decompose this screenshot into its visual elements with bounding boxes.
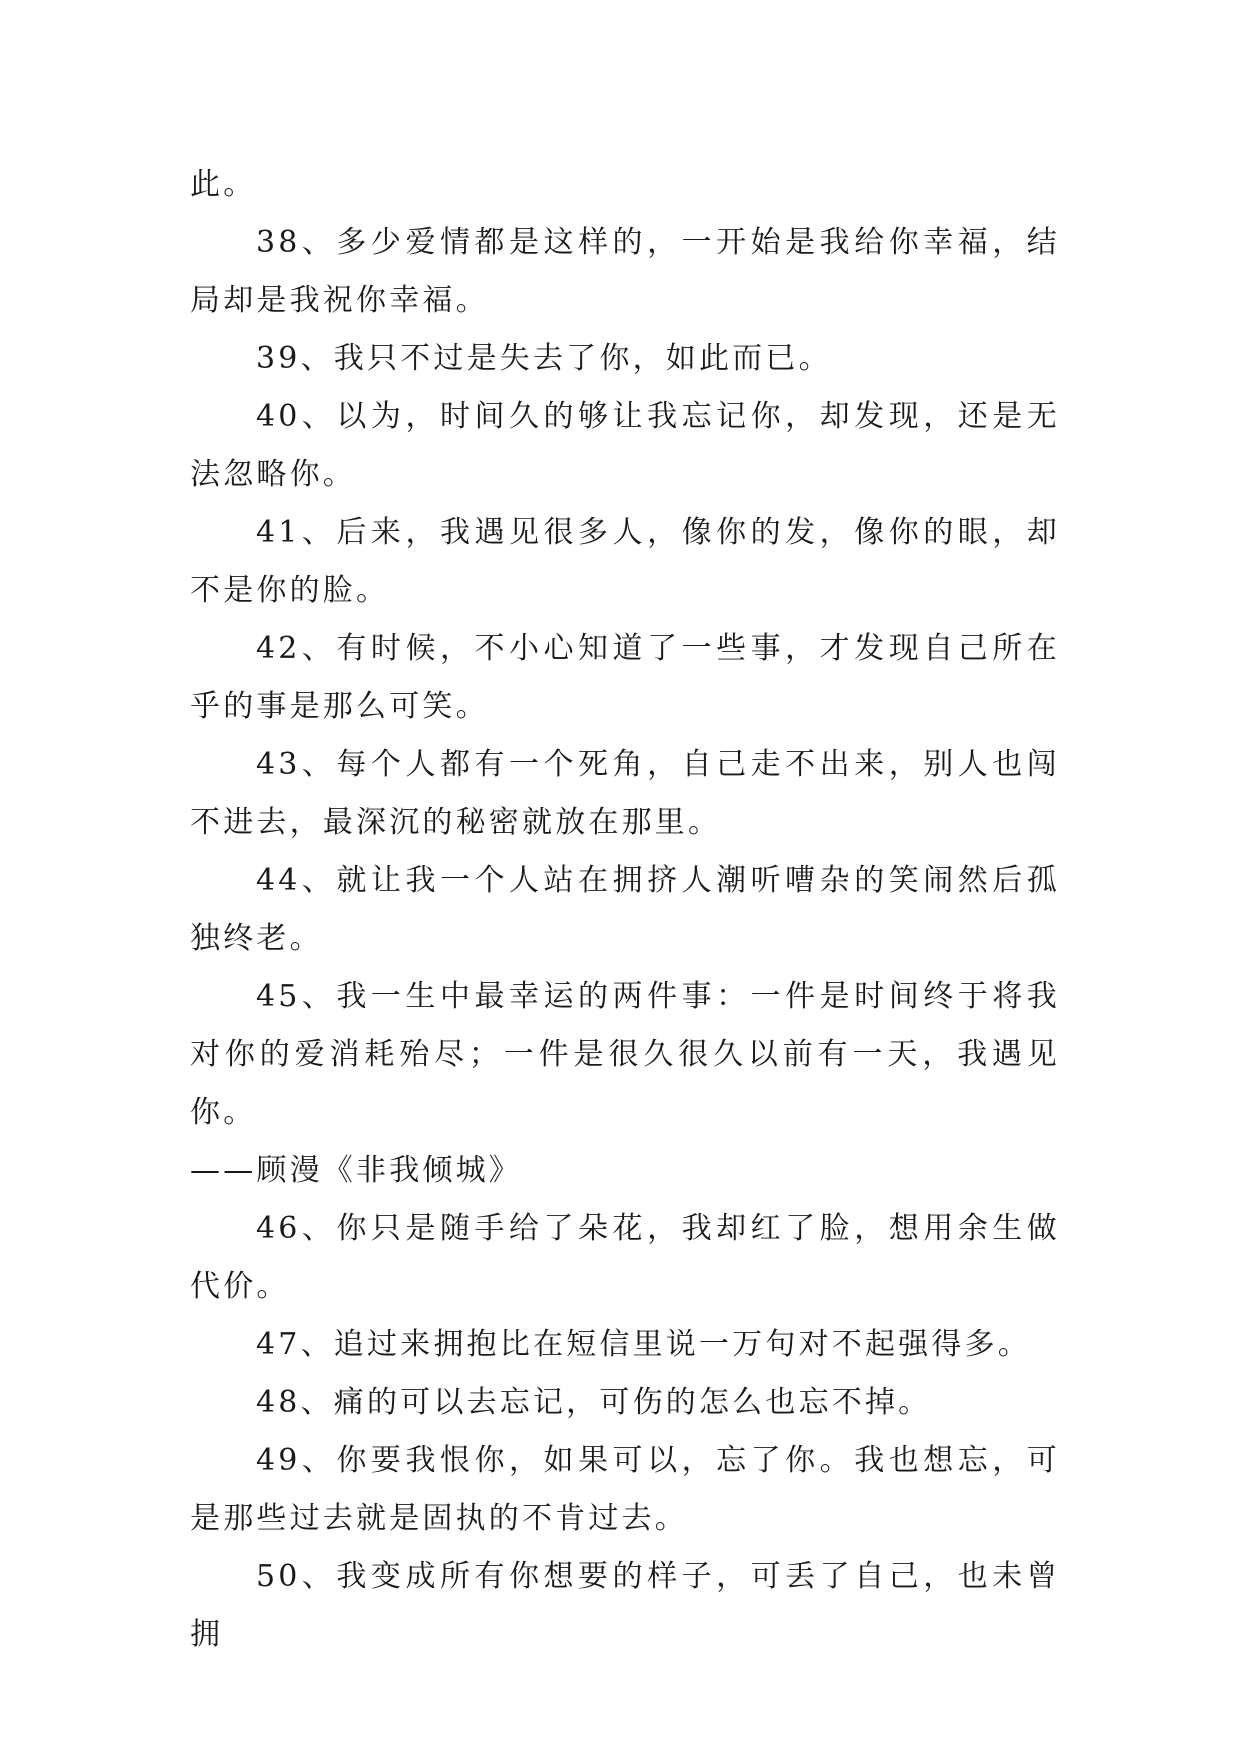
paragraph-item-46: 46、你只是随手给了朵花，我却红了脸，想用余生做代价。 (190, 1211, 1060, 1304)
paragraph-item-40: 40、以为，时间久的够让我忘记你，却发现，还是无法忽略你。 (190, 399, 1060, 492)
document-body (190, 156, 1060, 1664)
paragraph-item-42: 42、有时候，不小心知道了一些事，才发现自己所在乎的事是那么可笑。 (190, 631, 1060, 724)
paragraph-item-41: 41、后来，我遇见很多人，像你的发，像你的眼，却不是你的脸。 (190, 515, 1060, 608)
paragraph-item-44: 44、就让我一个人站在拥挤人潮听嘈杂的笑闹然后孤独终老。 (190, 863, 1060, 956)
paragraph-item-45: 45、我一生中最幸运的两件事：一件是时间终于将我对你的爱消耗殆尽；一件是很久很久以前有一天，我遇见你。 (190, 979, 1060, 1130)
paragraph-item-43: 43、每个人都有一个死角，自己走不出来，别人也闯不进去，最深沉的秘密就放在那里。 (190, 747, 1060, 840)
paragraph-item-49: 49、你要我恨你，如果可以，忘了你。我也想忘，可是那些过去就是固执的不肯过去。 (190, 1443, 1060, 1536)
paragraph-item-39: 39、我只不过是失去了你，如此而已。 (256, 341, 832, 376)
paragraph-item-38: 38、多少爱情都是这样的，一开始是我给你幸福，结局却是我祝你幸福。 (190, 225, 1060, 318)
quote-attribution: ——顾漫《非我倾城》 (190, 1153, 522, 1188)
paragraph-item-48: 48、痛的可以去忘记，可伤的怎么也忘不掉。 (256, 1385, 932, 1420)
paragraph-continuation: 此。 (190, 167, 257, 202)
paragraph-item-50: 50、我变成所有你想要的样子，可丢了自己，也未曾拥 (190, 1559, 1060, 1652)
paragraph-item-47: 47、追过来拥抱比在短信里说一万句对不起强得多。 (256, 1327, 1031, 1362)
